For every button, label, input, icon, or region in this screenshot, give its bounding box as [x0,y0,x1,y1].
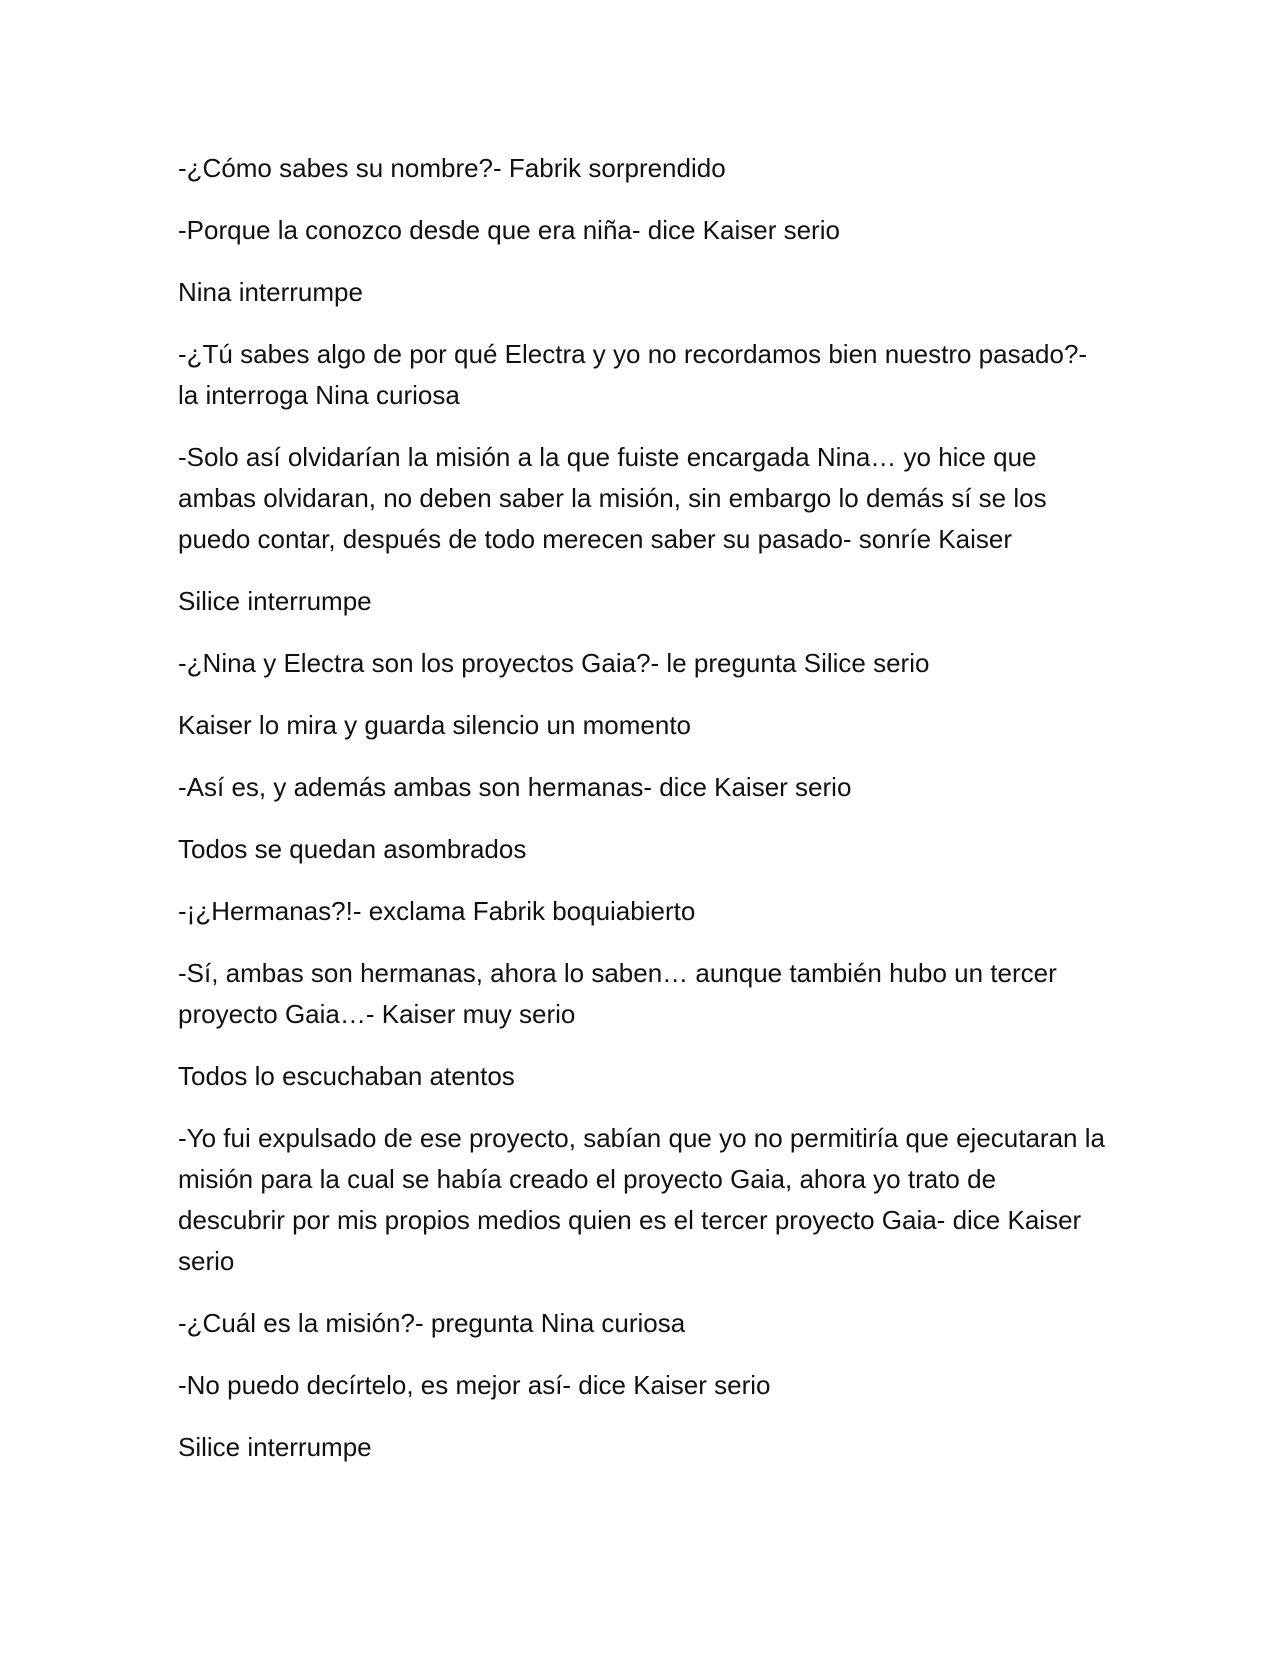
paragraph: -Porque la conozco desde que era niña- dice Kaiser serio [178,215,840,245]
paragraph: Silice interrumpe [178,586,372,616]
paragraph: -Sí, ambas son hermanas, ahora lo saben… aunque también hubo un tercer proyecto Gaia…- Kaiser muy serio [178,958,1057,1029]
paragraph: -¡¿Hermanas?!- exclama Fabrik boquiabierto [178,896,696,926]
document-body [178,148,1108,1489]
paragraph: -¿Nina y Electra son los proyectos Gaia?- le pregunta Silice serio [178,648,930,678]
paragraph: -¿Cuál es la misión?- pregunta Nina curiosa [178,1308,686,1338]
paragraph: -¿Cómo sabes su nombre?- Fabrik sorprendido [178,153,726,183]
paragraph: -Así es, y además ambas son hermanas- dice Kaiser serio [178,772,852,802]
paragraph: Kaiser lo mira y guarda silencio un momento [178,710,692,740]
paragraph: -No puedo decírtelo, es mejor así- dice Kaiser serio [178,1370,771,1400]
paragraph: -¿Tú sabes algo de por qué Electra y yo no recordamos bien nuestro pasado?- la interroga Nina curiosa [178,339,1088,410]
paragraph: Todos se quedan asombrados [178,834,527,864]
paragraph: Nina interrumpe [178,277,363,307]
paragraph: -Yo fui expulsado de ese proyecto, sabían que yo no permitiría que ejecutaran la misión para la cual se había creado el proyecto Gaia, ahora yo trato de descubrir por mis propios medios quien es el tercer proyecto Gaia- dice Kaiser serio [178,1123,1105,1276]
paragraph: Silice interrumpe [178,1432,372,1462]
paragraph: -Solo así olvidarían la misión a la que fuiste encargada Nina… yo hice que ambas olvidaran, no deben saber la misión, sin embargo lo demás sí se los puedo contar, después de todo merecen saber su pasado- sonríe Kaiser [178,442,1047,554]
paragraph: Todos lo escuchaban atentos [178,1061,515,1091]
